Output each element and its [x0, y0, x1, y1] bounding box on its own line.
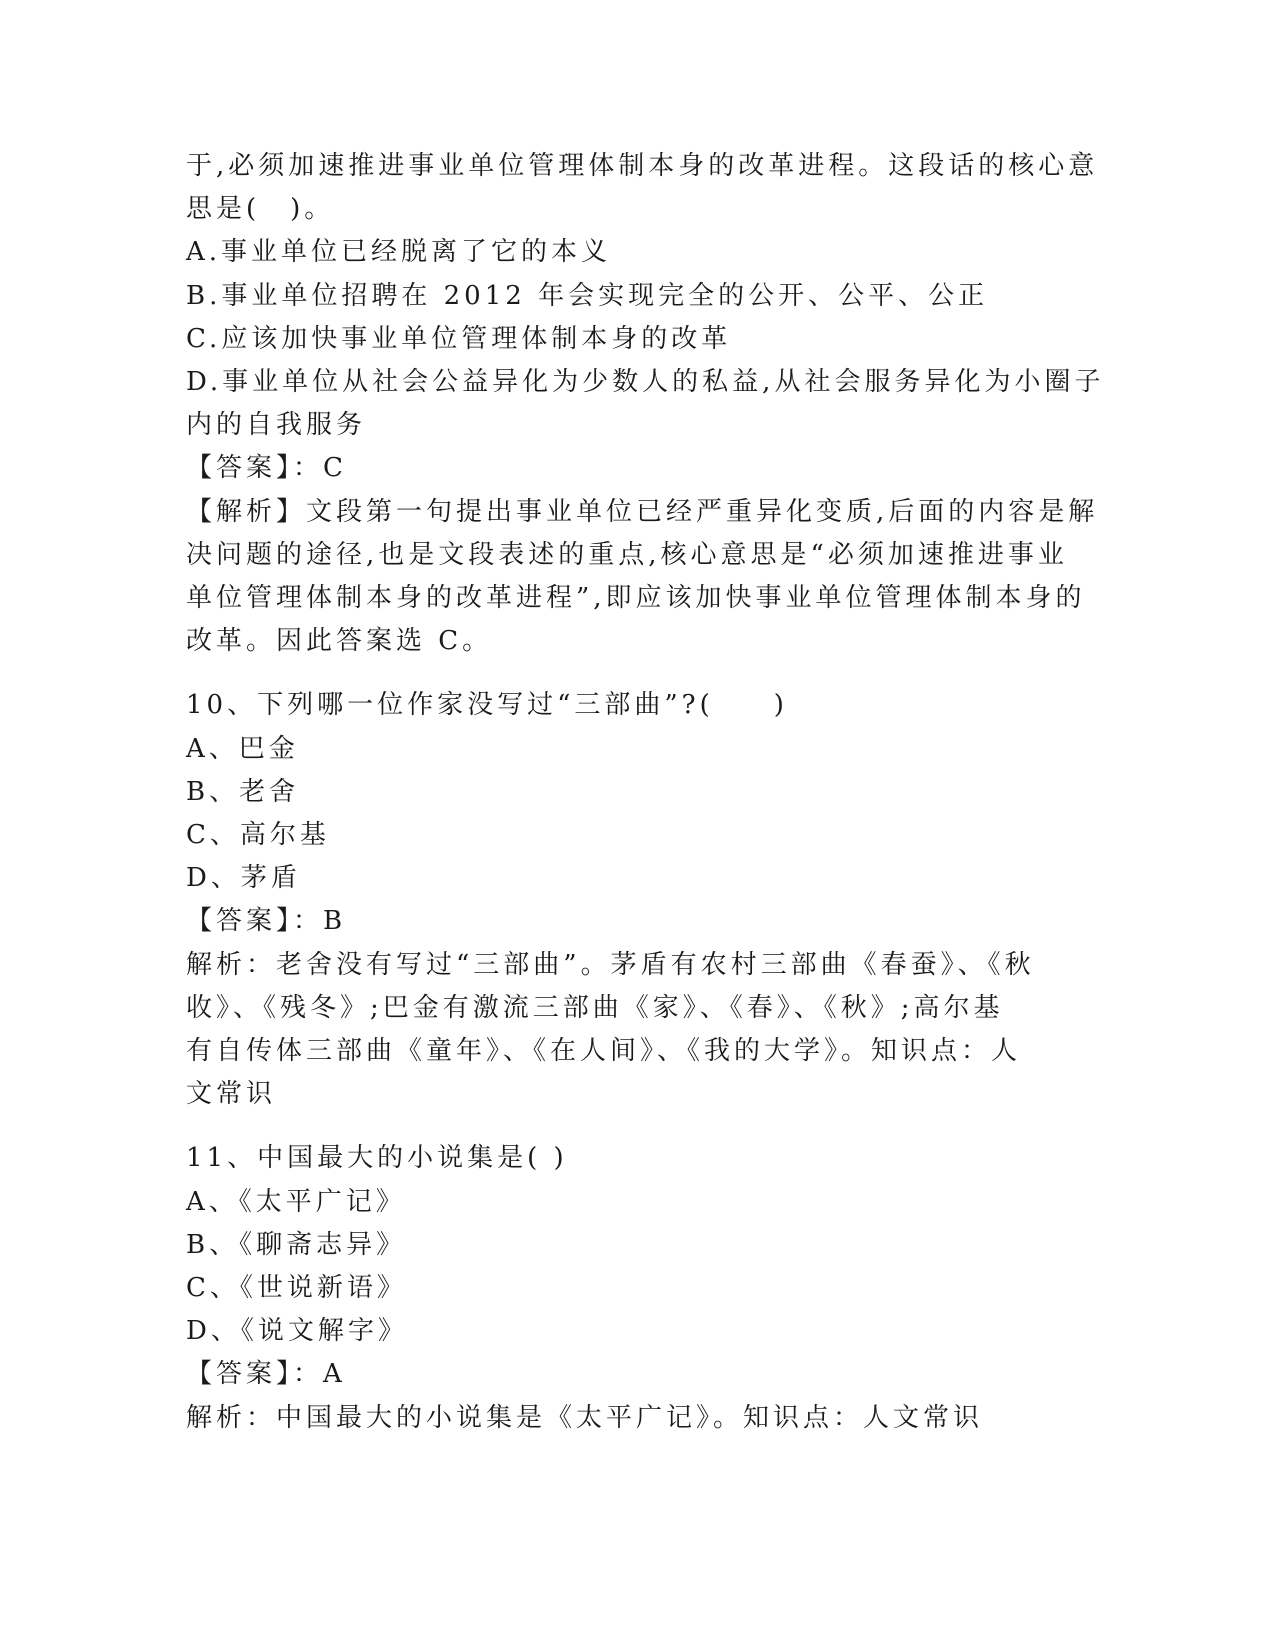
- answer: 【答案】：B: [186, 906, 347, 937]
- question-spacer: [186, 1116, 1086, 1137]
- question-11: [186, 1137, 1086, 1439]
- analysis: 改革。因此答案选 C。: [186, 626, 493, 657]
- option-a: A、《太平广记》: [186, 1186, 406, 1217]
- answer: 【答案】：C: [186, 453, 347, 484]
- analysis: 有自传体三部曲《童年》、《在人间》、《我的大学》。知识点：人: [186, 1036, 1022, 1067]
- option-d: D、《说文解字》: [186, 1316, 408, 1347]
- analysis: 收》、《残冬》;巴金有激流三部曲《家》、《春》、《秋》;高尔基: [186, 992, 1004, 1023]
- option-b: B、老舍: [186, 776, 300, 807]
- option-d: D.事业单位从社会公益异化为少数人的私益,从社会服务异化为小圈子: [186, 367, 1105, 398]
- analysis: 文常识: [186, 1079, 277, 1110]
- option-d-continued: 内的自我服务: [186, 410, 367, 441]
- question-9: [186, 145, 1105, 663]
- option-c: C.应该加快事业单位管理体制本身的改革: [186, 323, 732, 354]
- question-10: [186, 684, 1086, 1116]
- question-spacer: [186, 663, 1086, 684]
- option-c: C、高尔基: [186, 820, 330, 851]
- question-stem: 10、下列哪一位作家没写过“三部曲”?( ): [186, 690, 788, 721]
- option-a: A.事业单位已经脱离了它的本义: [186, 237, 612, 268]
- option-c: C、《世说新语》: [186, 1273, 407, 1304]
- analysis: 单位管理体制本身的改革进程”,即应该加快事业单位管理体制本身的: [186, 583, 1086, 614]
- question-stem: 于,必须加速推进事业单位管理体制本身的改革进程。这段话的核心意: [186, 151, 1099, 181]
- analysis: 【解析】文段第一句提出事业单位已经严重异化变质,后面的内容是解: [186, 496, 1099, 527]
- question-stem: 思是( )。: [186, 194, 335, 225]
- analysis: 解析：老舍没有写过“三部曲”。茅盾有农村三部曲《春蚕》、《秋: [186, 949, 1035, 980]
- question-stem: 11、中国最大的小说集是( ): [186, 1143, 568, 1174]
- option-b: B、《聊斋志异》: [186, 1229, 407, 1260]
- document-page: [186, 145, 1105, 1440]
- analysis: 决问题的途径,也是文段表述的重点,核心意思是“必须加速推进事业: [186, 539, 1068, 570]
- analysis: 解析：中国最大的小说集是《太平广记》。知识点：人文常识: [186, 1402, 984, 1433]
- option-d: D、茅盾: [186, 863, 301, 894]
- option-a: A、巴金: [186, 733, 299, 764]
- answer: 【答案】：A: [186, 1359, 346, 1390]
- option-b: B.事业单位招聘在 2012 年会实现完全的公开、公平、公正: [186, 280, 989, 311]
